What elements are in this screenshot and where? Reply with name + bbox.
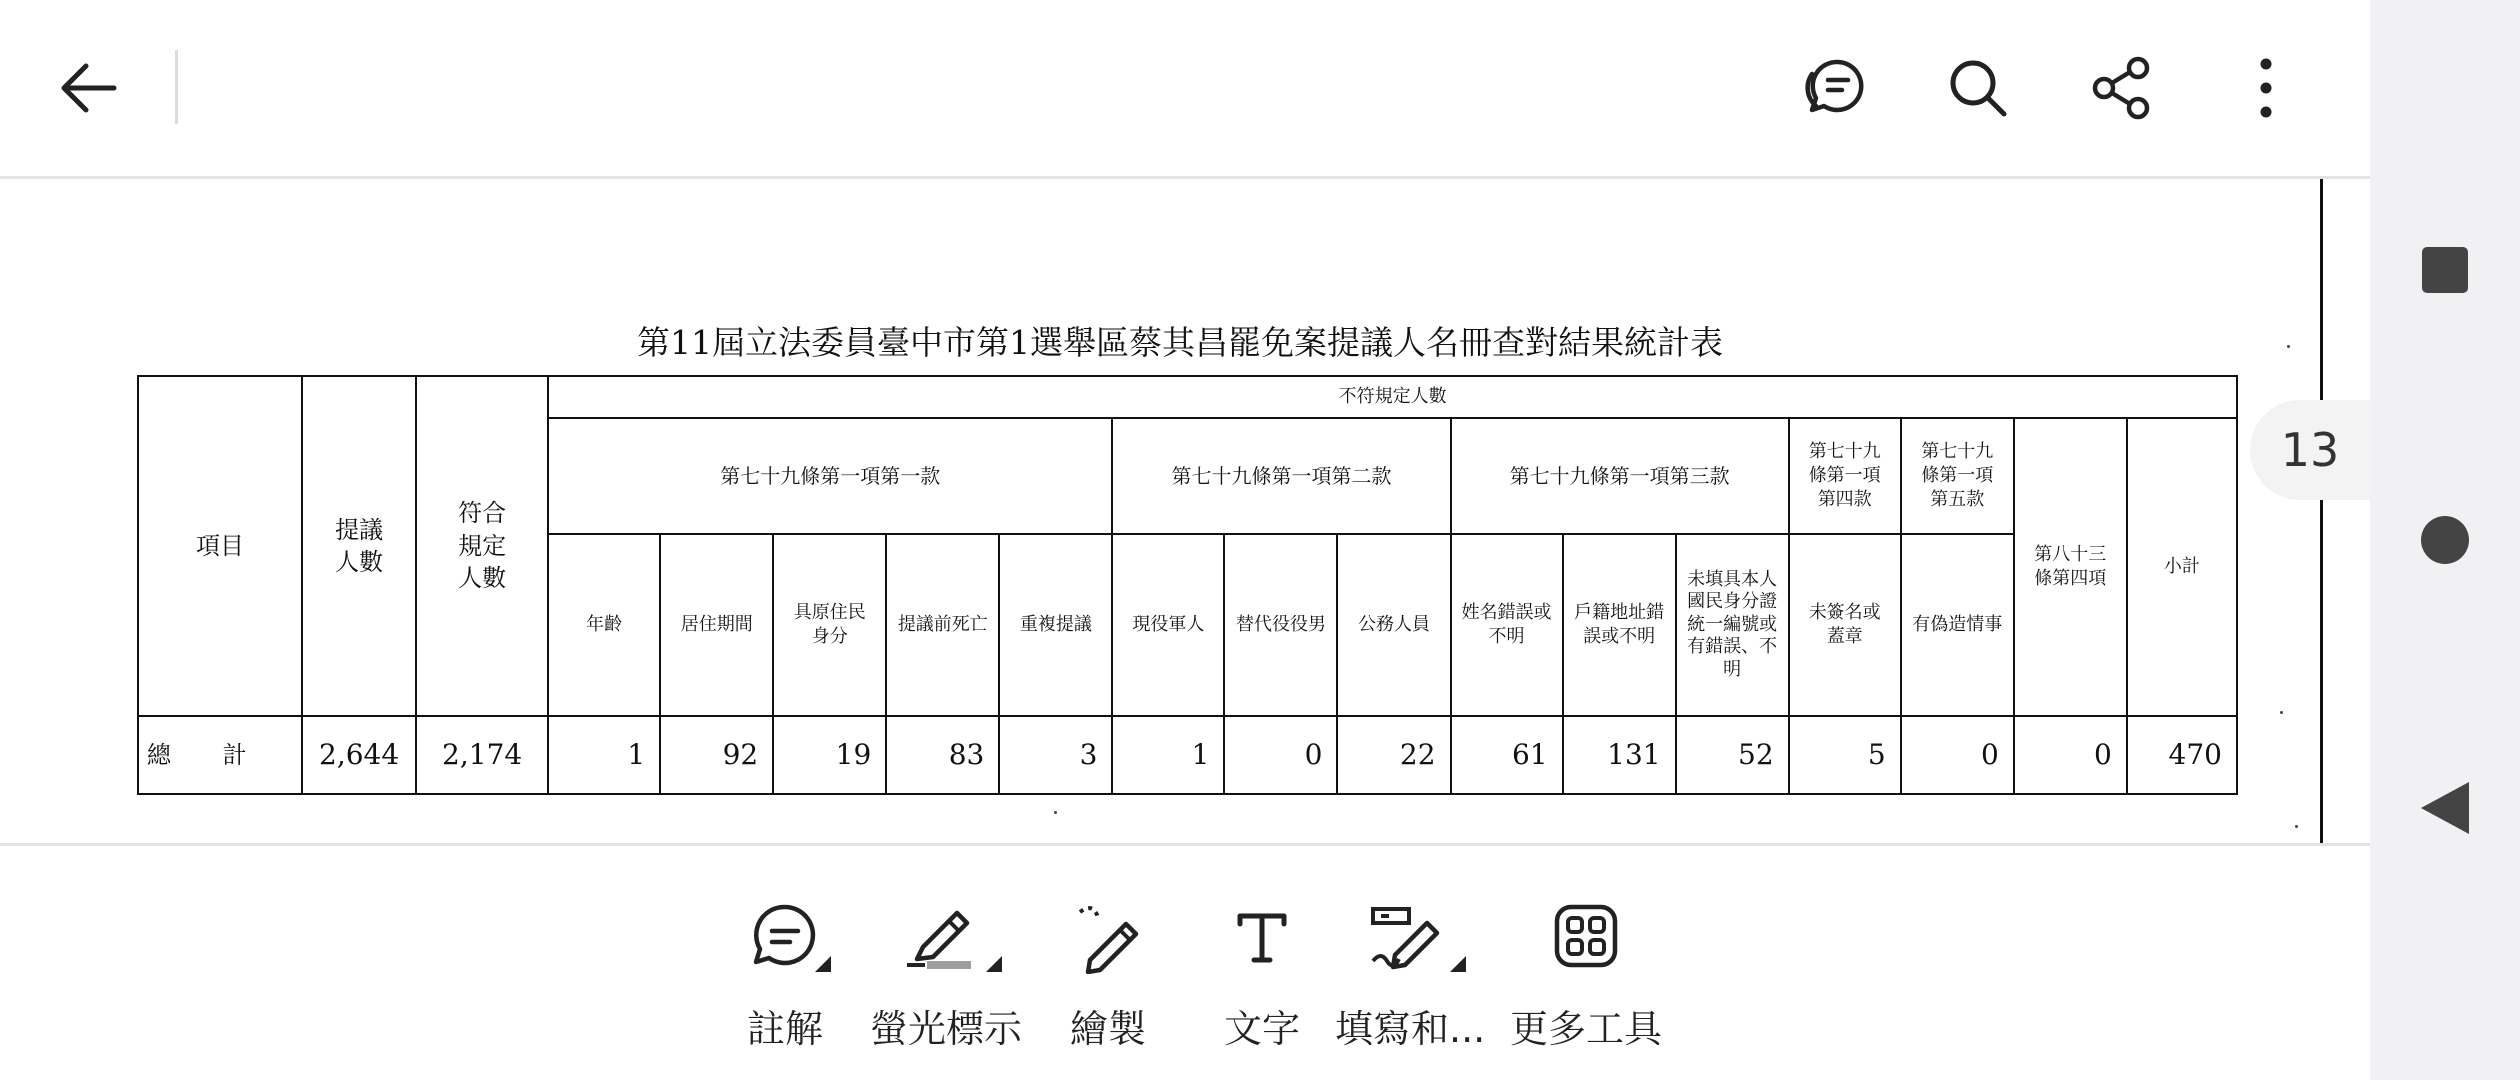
total-residence: 92: [660, 716, 773, 794]
total-compliant: 2,174: [416, 716, 548, 794]
comment-icon: [750, 901, 820, 971]
col-substitute: 替代役役男: [1224, 534, 1337, 716]
header-group-2: 第七十九條第一項第二款: [1112, 418, 1450, 534]
bottom-toolbar: [0, 846, 2370, 1080]
system-back-button[interactable]: [2370, 758, 2520, 858]
total-civil: 22: [1337, 716, 1450, 794]
recents-button[interactable]: [2370, 220, 2520, 320]
tool-label: 螢光標示: [870, 1007, 1023, 1051]
document-viewport[interactable]: [0, 179, 2370, 846]
page-edge-line: [2320, 179, 2323, 843]
header-compliant: 符合 規定 人數: [416, 376, 548, 716]
header-group-3: 第七十九條第一項第三款: [1451, 418, 1789, 534]
fill-sign-icon: [1365, 901, 1455, 971]
header-group-4: 第七十九 條第一項 第四款: [1789, 418, 1901, 534]
scan-speck: [1054, 811, 1057, 814]
col-civil: 公務人員: [1337, 534, 1450, 716]
more-options-button[interactable]: [2218, 40, 2314, 136]
search-icon: [1946, 56, 2010, 120]
total-indigenous: 19: [773, 716, 886, 794]
total-row-label: 總 計: [138, 716, 302, 794]
dropdown-triangle-icon: [1450, 956, 1466, 972]
scan-speck: [2280, 711, 2283, 714]
header-subtotal: 小計: [2127, 418, 2237, 716]
tool-label: 填寫和...: [1335, 1007, 1486, 1051]
col-deceased: 提議前死亡: [886, 534, 999, 716]
share-icon: [2088, 54, 2156, 122]
total-deceased: 83: [886, 716, 999, 794]
header-item: 項目: [138, 376, 302, 716]
home-button[interactable]: [2370, 490, 2520, 590]
back-triangle-icon: [2419, 780, 2471, 836]
search-button[interactable]: [1930, 40, 2026, 136]
total-name-error: 61: [1451, 716, 1563, 794]
scan-speck: [2287, 345, 2290, 348]
text-icon: [1232, 906, 1292, 966]
comment-list-button[interactable]: [1786, 40, 1882, 136]
col-address-error: 戶籍地址錯 誤或不明: [1563, 534, 1676, 716]
more-vertical-icon: [2256, 56, 2276, 120]
arrow-left-icon: [58, 58, 118, 118]
col-duplicate: 重複提議: [999, 534, 1112, 716]
share-button[interactable]: [2074, 40, 2170, 136]
recents-square-icon: [2420, 245, 2470, 295]
col-military: 現役軍人: [1112, 534, 1224, 716]
comment-list-icon: [1798, 52, 1870, 124]
col-age: 年齡: [548, 534, 660, 716]
total-no-seal: 5: [1789, 716, 1901, 794]
tool-label: 文字: [1223, 1007, 1300, 1051]
tool-comment[interactable]: [745, 896, 825, 1053]
total-age: 1: [548, 716, 660, 794]
home-circle-icon: [2419, 514, 2471, 566]
document-title: 第11屆立法委員臺中市第1選舉區蔡其昌罷免案提議人名冊查對結果統計表: [637, 323, 1723, 362]
top-app-bar: [0, 0, 2370, 179]
scan-speck: [2295, 825, 2298, 828]
col-name-error: 姓名錯誤或 不明: [1451, 534, 1563, 716]
tool-highlighter[interactable]: [870, 896, 1022, 1053]
tool-text[interactable]: [1222, 896, 1302, 1053]
header-proposers: 提議 人數: [302, 376, 416, 716]
header-group-1: 第七十九條第一項第一款: [548, 418, 1112, 534]
tool-fill-and-sign[interactable]: [1335, 896, 1485, 1053]
total-substitute: 0: [1224, 716, 1337, 794]
tool-draw[interactable]: [1068, 896, 1148, 1053]
highlighter-icon: [901, 901, 991, 971]
total-forgery: 0: [1901, 716, 2014, 794]
total-address-error: 131: [1563, 716, 1676, 794]
page-number-indicator[interactable]: 13: [2250, 400, 2370, 500]
total-subtotal: 470: [2127, 716, 2237, 794]
col-indigenous: 具原住民 身分: [773, 534, 886, 716]
total-military: 1: [1112, 716, 1224, 794]
dropdown-triangle-icon: [815, 956, 831, 972]
header-art83: 第八十三 條第四項: [2014, 418, 2127, 716]
tool-label: 繪製: [1069, 1007, 1146, 1051]
total-proposers: 2,644: [302, 716, 416, 794]
toolbar-divider: [175, 50, 178, 124]
tool-label: 更多工具: [1510, 1007, 1663, 1051]
draw-pen-icon: [1070, 898, 1146, 974]
tool-label: 註解: [746, 1007, 823, 1051]
col-residence: 居住期間: [660, 534, 773, 716]
statistics-table: [137, 375, 2238, 795]
header-noncompliant: 不符規定人數: [548, 376, 2237, 418]
grid-icon: [1553, 903, 1619, 969]
total-id-error: 52: [1676, 716, 1789, 794]
back-button[interactable]: [40, 40, 136, 136]
header-group-5: 第七十九 條第一項 第五款: [1901, 418, 2014, 534]
system-navigation-bar: [2370, 0, 2520, 1080]
total-art83: 0: [2014, 716, 2127, 794]
col-id-error: 未填具本人 國民身分證 統一編號或 有錯誤、不 明: [1676, 534, 1789, 716]
dropdown-triangle-icon: [986, 956, 1002, 972]
tool-more[interactable]: [1510, 896, 1662, 1053]
col-no-seal: 未簽名或 蓋章: [1789, 534, 1901, 716]
col-forgery: 有偽造情事: [1901, 534, 2014, 716]
total-duplicate: 3: [999, 716, 1112, 794]
